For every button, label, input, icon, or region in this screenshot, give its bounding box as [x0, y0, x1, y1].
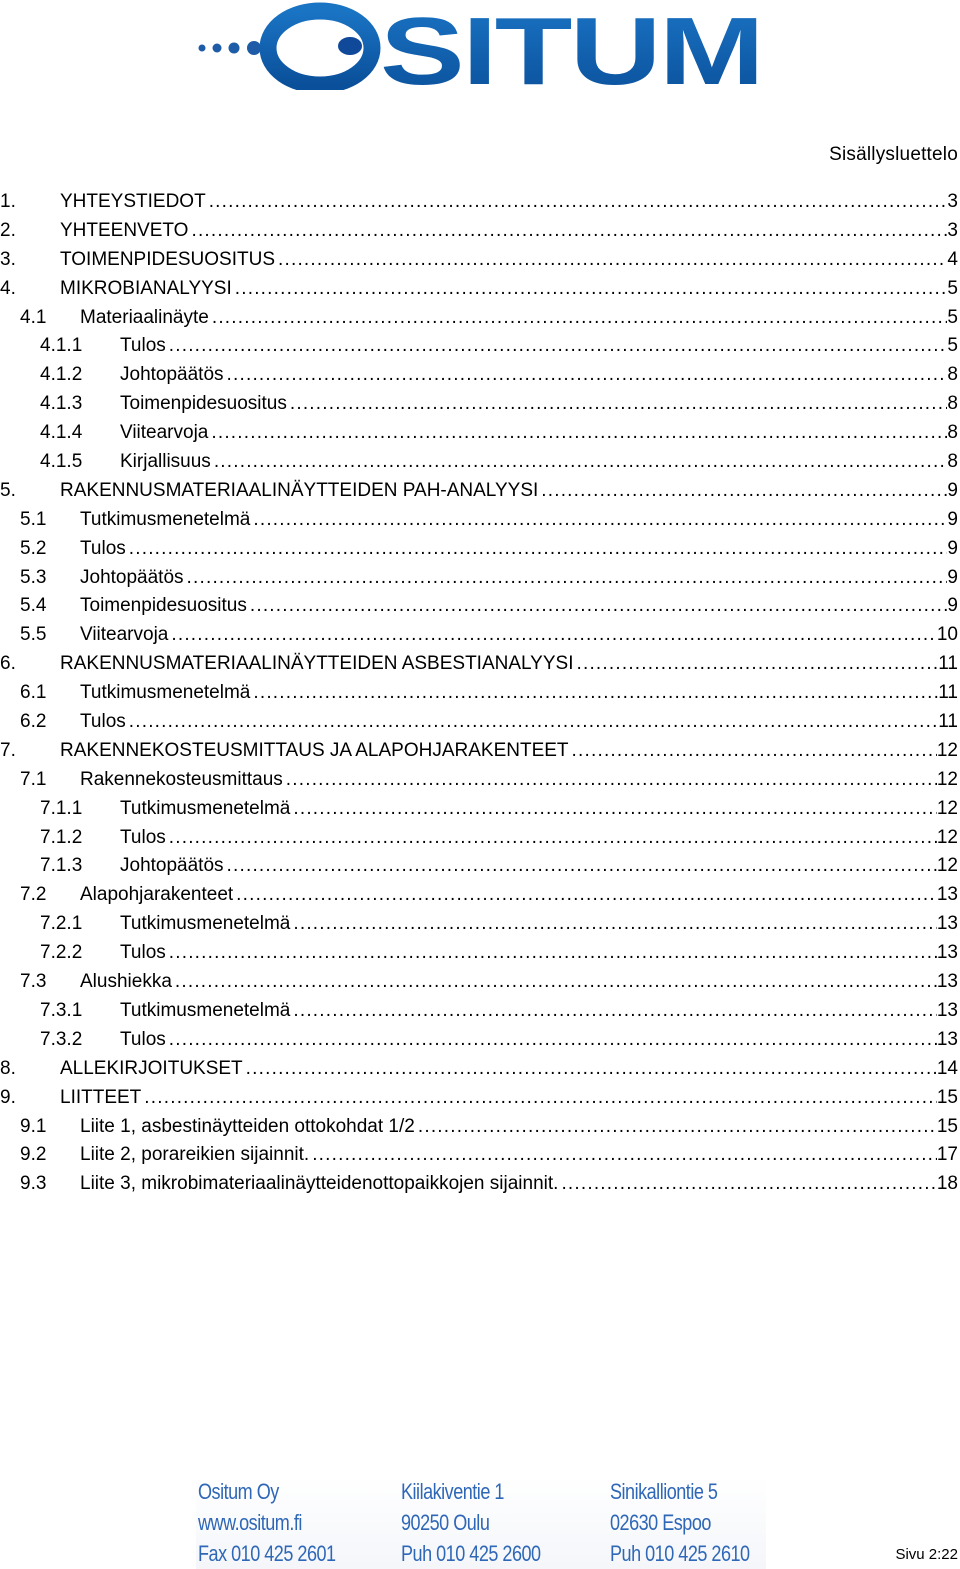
toc-entry-line [80, 1141, 958, 1170]
toc-entry-title: Viitearvoja [80, 624, 169, 646]
toc-entry-page: 3 [947, 191, 958, 212]
toc-entry[interactable] [0, 419, 958, 448]
toc-dot-leader [144, 1084, 937, 1113]
toc-entry-number: 7.2.1 [40, 913, 83, 935]
toc-dot-leader [293, 910, 937, 939]
toc-entry-number: 4.1.3 [40, 393, 83, 415]
toc-entry[interactable] [0, 650, 958, 679]
toc-entry[interactable] [0, 795, 958, 824]
toc-entry-line [120, 997, 958, 1026]
toc-entry[interactable] [0, 881, 958, 910]
toc-entry-line [60, 1055, 958, 1084]
toc-dot-leader [250, 592, 948, 621]
toc-dot-leader [561, 1170, 936, 1199]
toc-entry-number: 7.1 [20, 768, 47, 790]
toc-entry-line [80, 1170, 958, 1199]
toc-entry-title: Tutkimusmenetelmä [120, 999, 291, 1021]
toc-entry-title: Tutkimusmenetelmä [120, 913, 291, 935]
toc-entry-line [120, 448, 958, 477]
toc-entry-title: Tutkimusmenetelmä [80, 508, 251, 530]
toc-entry-page: 8 [947, 451, 958, 473]
toc-entry-number: 5.2 [20, 537, 47, 559]
toc-entry-title: Tulos [80, 537, 126, 559]
toc-entry-number: 4.1.5 [40, 451, 83, 473]
toc-entry-line [80, 564, 958, 593]
toc-entry-number: 1. [0, 191, 16, 212]
toc-entry-number: 7.3 [20, 971, 47, 993]
toc-entry-page: 9 [947, 537, 958, 559]
toc-entry-title: Tulos [120, 1028, 166, 1050]
footer-oulu-postcode: 90250 Oulu [401, 1510, 490, 1535]
toc-entry[interactable] [0, 824, 958, 853]
toc-dot-leader [214, 448, 948, 477]
toc-dot-leader [227, 852, 937, 881]
toc-entry-line [120, 390, 958, 419]
toc-entry[interactable] [0, 1055, 958, 1084]
toc-heading: Sisällysluettelo [829, 144, 958, 165]
toc-entry[interactable] [0, 708, 958, 737]
toc-dot-leader [236, 881, 937, 910]
toc-entry-title: Johtopäätös [120, 364, 224, 386]
toc-entry[interactable] [0, 592, 958, 621]
toc-dot-leader [293, 997, 937, 1026]
toc-entry-number: 9.2 [20, 1144, 47, 1166]
toc-entry-page: 15 [936, 1115, 958, 1137]
toc-entry-title: Tulos [120, 826, 166, 848]
toc-dot-leader [187, 564, 948, 593]
toc-entry-number: 4.1.4 [40, 422, 83, 444]
toc-entry-title: Tutkimusmenetelmä [120, 797, 291, 819]
footer-website[interactable]: www.ositum.fi [198, 1510, 302, 1535]
toc-entry-page: 13 [936, 971, 958, 993]
toc-entry[interactable] [0, 910, 958, 939]
toc-entry-number: 9.3 [20, 1173, 47, 1195]
toc-entry-page: 11 [938, 682, 958, 704]
footer-espoo-street: Sinikalliontie 5 [610, 1479, 718, 1504]
toc-entry-page: 9 [947, 566, 958, 588]
toc-entry[interactable] [0, 535, 958, 564]
toc-entry-page: 12 [936, 826, 958, 848]
footer-contact-block [196, 1476, 766, 1569]
toc-entry-page: 9 [947, 479, 958, 501]
toc-entry-number: 6.2 [20, 711, 47, 733]
toc-entry[interactable] [0, 939, 958, 968]
footer-company-column [198, 1476, 336, 1569]
toc-entry-page: 12 [936, 855, 958, 877]
toc-entry-title: YHTEYSTIEDOT [60, 191, 206, 212]
toc-entry[interactable] [0, 564, 958, 593]
toc-entry-title: Tutkimusmenetelmä [80, 682, 251, 704]
toc-entry-line [120, 795, 958, 824]
toc-entry[interactable] [0, 304, 958, 333]
footer-espoo-column [610, 1476, 750, 1569]
toc-entry-page: 8 [947, 393, 958, 415]
toc-entry-number: 7.3.2 [40, 1028, 83, 1050]
toc-entry-line [80, 304, 958, 333]
toc-dot-leader [169, 332, 948, 361]
toc-entry-title: Liite 3, mikrobimateriaalinäytteidenottopaikkojen sijainnit. [80, 1173, 559, 1195]
toc-entry-line [60, 477, 958, 506]
footer-oulu-column [401, 1476, 541, 1569]
toc-dot-leader [253, 679, 938, 708]
toc-dot-leader [576, 650, 938, 679]
toc-entry-number: 7.1.1 [40, 797, 83, 819]
toc-entry[interactable] [0, 217, 958, 246]
toc-entry-number: 5.3 [20, 566, 47, 588]
toc-entry-number: 5.4 [20, 595, 47, 617]
toc-entry-line [120, 939, 958, 968]
toc-entry-number: 8. [0, 1057, 16, 1079]
toc-entry-page: 8 [947, 422, 958, 444]
toc-entry[interactable] [0, 766, 958, 795]
table-of-contents [0, 188, 958, 1199]
toc-entry-number: 7.3.1 [40, 999, 83, 1021]
toc-entry[interactable] [0, 390, 958, 419]
toc-entry-number: 9.1 [20, 1115, 47, 1137]
toc-entry-line [60, 650, 958, 679]
toc-entry-page: 4 [947, 248, 958, 270]
toc-entry-line [120, 361, 958, 390]
toc-dot-leader [235, 275, 948, 304]
toc-entry-line [80, 535, 958, 564]
toc-dot-leader [169, 1026, 937, 1055]
toc-entry-number: 7.1.2 [40, 826, 83, 848]
toc-entry[interactable] [0, 968, 958, 997]
toc-dot-leader [129, 708, 939, 737]
toc-entry-number: 6.1 [20, 682, 47, 704]
toc-entry-page: 13 [936, 913, 958, 935]
toc-dot-leader [211, 419, 947, 448]
toc-entry-number: 5. [0, 479, 16, 501]
toc-entry-title: LIITTEET [60, 1086, 142, 1108]
toc-entry-number: 7. [0, 739, 16, 761]
toc-entry-page: 18 [936, 1173, 958, 1195]
toc-entry-title: Tulos [120, 335, 166, 357]
toc-entry-title: Tulos [80, 711, 126, 733]
toc-entry-line [80, 592, 958, 621]
toc-entry-page: 11 [938, 711, 958, 733]
toc-entry-line [60, 188, 958, 217]
toc-dot-leader [290, 390, 948, 419]
page-number: Sivu 2:22 [895, 1546, 958, 1563]
toc-dot-leader [171, 621, 936, 650]
toc-dot-leader [169, 824, 937, 853]
toc-entry[interactable] [0, 188, 958, 217]
toc-entry[interactable] [0, 448, 958, 477]
toc-entry-title: RAKENNUSMATERIAALINÄYTTEIDEN PAH-ANALYYSI [60, 479, 539, 501]
toc-dot-leader [191, 217, 947, 246]
toc-dot-leader [169, 939, 937, 968]
toc-entry-page: 17 [936, 1144, 958, 1166]
toc-entry-page: 5 [947, 306, 958, 328]
toc-entry-title: TOIMENPIDESUOSITUS [60, 248, 276, 270]
toc-dot-leader [209, 188, 948, 217]
toc-dot-leader [286, 766, 937, 795]
logo-wordmark: SITUM [380, 2, 762, 90]
toc-entry-page: 13 [936, 884, 958, 906]
toc-entry[interactable] [0, 852, 958, 881]
toc-entry-page: 13 [936, 999, 958, 1021]
toc-dot-leader [293, 795, 937, 824]
toc-entry-number: 6. [0, 653, 16, 675]
toc-entry[interactable] [0, 679, 958, 708]
toc-entry[interactable] [0, 246, 958, 275]
toc-entry-page: 13 [936, 942, 958, 964]
toc-entry-page: 5 [947, 335, 958, 357]
toc-entry-title: Alapohjarakenteet [80, 884, 234, 906]
toc-entry-number: 3. [0, 248, 16, 270]
toc-entry-line [80, 1113, 958, 1142]
toc-entry-line [120, 332, 958, 361]
toc-dot-leader [227, 361, 948, 390]
toc-entry-line [80, 506, 958, 535]
toc-entry[interactable] [0, 361, 958, 390]
toc-entry-title: RAKENNEKOSTEUSMITTAUS JA ALAPOHJARAKENTEET [60, 739, 569, 761]
toc-entry[interactable] [0, 1141, 958, 1170]
toc-entry-line [60, 737, 958, 766]
toc-entry-number: 2. [0, 219, 16, 241]
toc-entry-page: 3 [947, 219, 958, 241]
toc-entry[interactable] [0, 621, 958, 650]
toc-entry-line [120, 910, 958, 939]
toc-entry-title: RAKENNUSMATERIAALINÄYTTEIDEN ASBESTIANALYYSI [60, 653, 574, 675]
toc-entry-page: 12 [936, 768, 958, 790]
toc-entry-number: 7.2.2 [40, 942, 83, 964]
toc-entry-line [120, 824, 958, 853]
footer-espoo-postcode: 02630 Espoo [610, 1510, 711, 1535]
toc-entry[interactable] [0, 1113, 958, 1142]
toc-entry[interactable] [0, 1084, 958, 1113]
toc-entry-line [120, 1026, 958, 1055]
toc-entry-line [120, 852, 958, 881]
toc-entry-title: Toimenpidesuositus [80, 595, 247, 617]
toc-entry[interactable] [0, 477, 958, 506]
toc-entry-line [60, 217, 958, 246]
ositum-logo [196, 2, 766, 90]
toc-dot-leader [212, 304, 948, 333]
toc-entry-line [80, 708, 958, 737]
toc-entry-line [80, 881, 958, 910]
toc-entry-title: Liite 1, asbestinäytteiden ottokohdat 1/2 [80, 1115, 415, 1137]
toc-entry-line [60, 1084, 958, 1113]
footer-oulu-phone: Puh 010 425 2600 [401, 1541, 541, 1566]
toc-entry-line [80, 968, 958, 997]
toc-entry-page: 13 [936, 1028, 958, 1050]
toc-entry-page: 9 [947, 595, 958, 617]
toc-entry-title: Rakennekosteusmittaus [80, 768, 283, 790]
toc-entry[interactable] [0, 275, 958, 304]
toc-entry-title: ALLEKIRJOITUKSET [60, 1057, 243, 1079]
toc-dot-leader [253, 506, 947, 535]
toc-entry-number: 5.1 [20, 508, 47, 530]
toc-entry-number: 4.1 [20, 306, 47, 328]
footer-oulu-street: Kiilakiventie 1 [401, 1479, 504, 1504]
ositum-logo-graphic [196, 2, 766, 90]
toc-dot-leader [278, 246, 947, 275]
toc-entry-number: 5.5 [20, 624, 47, 646]
footer-company-name: Ositum Oy [198, 1479, 279, 1504]
toc-entry-page: 12 [936, 797, 958, 819]
toc-entry-line [80, 679, 958, 708]
footer-fax: Fax 010 425 2601 [198, 1541, 336, 1566]
toc-entry-title: YHTEENVETO [60, 219, 189, 241]
toc-entry-line [60, 246, 958, 275]
toc-entry-page: 5 [947, 277, 958, 299]
toc-entry-page: 14 [936, 1057, 958, 1079]
toc-entry-line [80, 766, 958, 795]
toc-entry[interactable] [0, 506, 958, 535]
toc-dot-leader [312, 1141, 937, 1170]
toc-dot-leader [572, 737, 937, 766]
toc-entry[interactable] [0, 997, 958, 1026]
toc-entry-title: Materiaalinäyte [80, 306, 209, 328]
toc-entry-number: 9. [0, 1086, 16, 1108]
toc-entry-page: 9 [947, 508, 958, 530]
footer-espoo-phone: Puh 010 425 2610 [610, 1541, 750, 1566]
toc-entry-page: 12 [936, 739, 958, 761]
toc-entry-title: Liite 2, porareikien sijainnit. [80, 1144, 310, 1166]
toc-entry[interactable] [0, 1170, 958, 1199]
toc-dot-leader [129, 535, 948, 564]
toc-dot-leader [175, 968, 937, 997]
toc-entry-title: Viitearvoja [120, 422, 209, 444]
toc-entry-title: Tulos [120, 942, 166, 964]
toc-entry-title: Toimenpidesuositus [120, 393, 287, 415]
toc-entry-title: Johtopäätös [120, 855, 224, 877]
toc-entry-line [120, 419, 958, 448]
toc-dot-leader [418, 1113, 937, 1142]
toc-entry[interactable] [0, 737, 958, 766]
toc-entry-title: Kirjallisuus [120, 451, 211, 473]
toc-entry-line [80, 621, 958, 650]
toc-entry-page: 10 [936, 624, 958, 646]
toc-dot-leader [541, 477, 947, 506]
toc-entry-title: Alushiekka [80, 971, 172, 993]
toc-entry[interactable] [0, 332, 958, 361]
toc-entry-number: 4. [0, 277, 16, 299]
toc-entry-title: MIKROBIANALYYSI [60, 277, 232, 299]
toc-entry-line [60, 275, 958, 304]
toc-entry-title: Johtopäätös [80, 566, 184, 588]
toc-entry-number: 7.1.3 [40, 855, 83, 877]
toc-entry-number: 7.2 [20, 884, 47, 906]
toc-entry-number: 4.1.1 [40, 335, 83, 357]
toc-entry[interactable] [0, 1026, 958, 1055]
toc-entry-page: 11 [938, 653, 958, 675]
toc-entry-number: 4.1.2 [40, 364, 83, 386]
toc-dot-leader [246, 1055, 937, 1084]
toc-entry-page: 8 [947, 364, 958, 386]
toc-entry-page: 15 [936, 1086, 958, 1108]
